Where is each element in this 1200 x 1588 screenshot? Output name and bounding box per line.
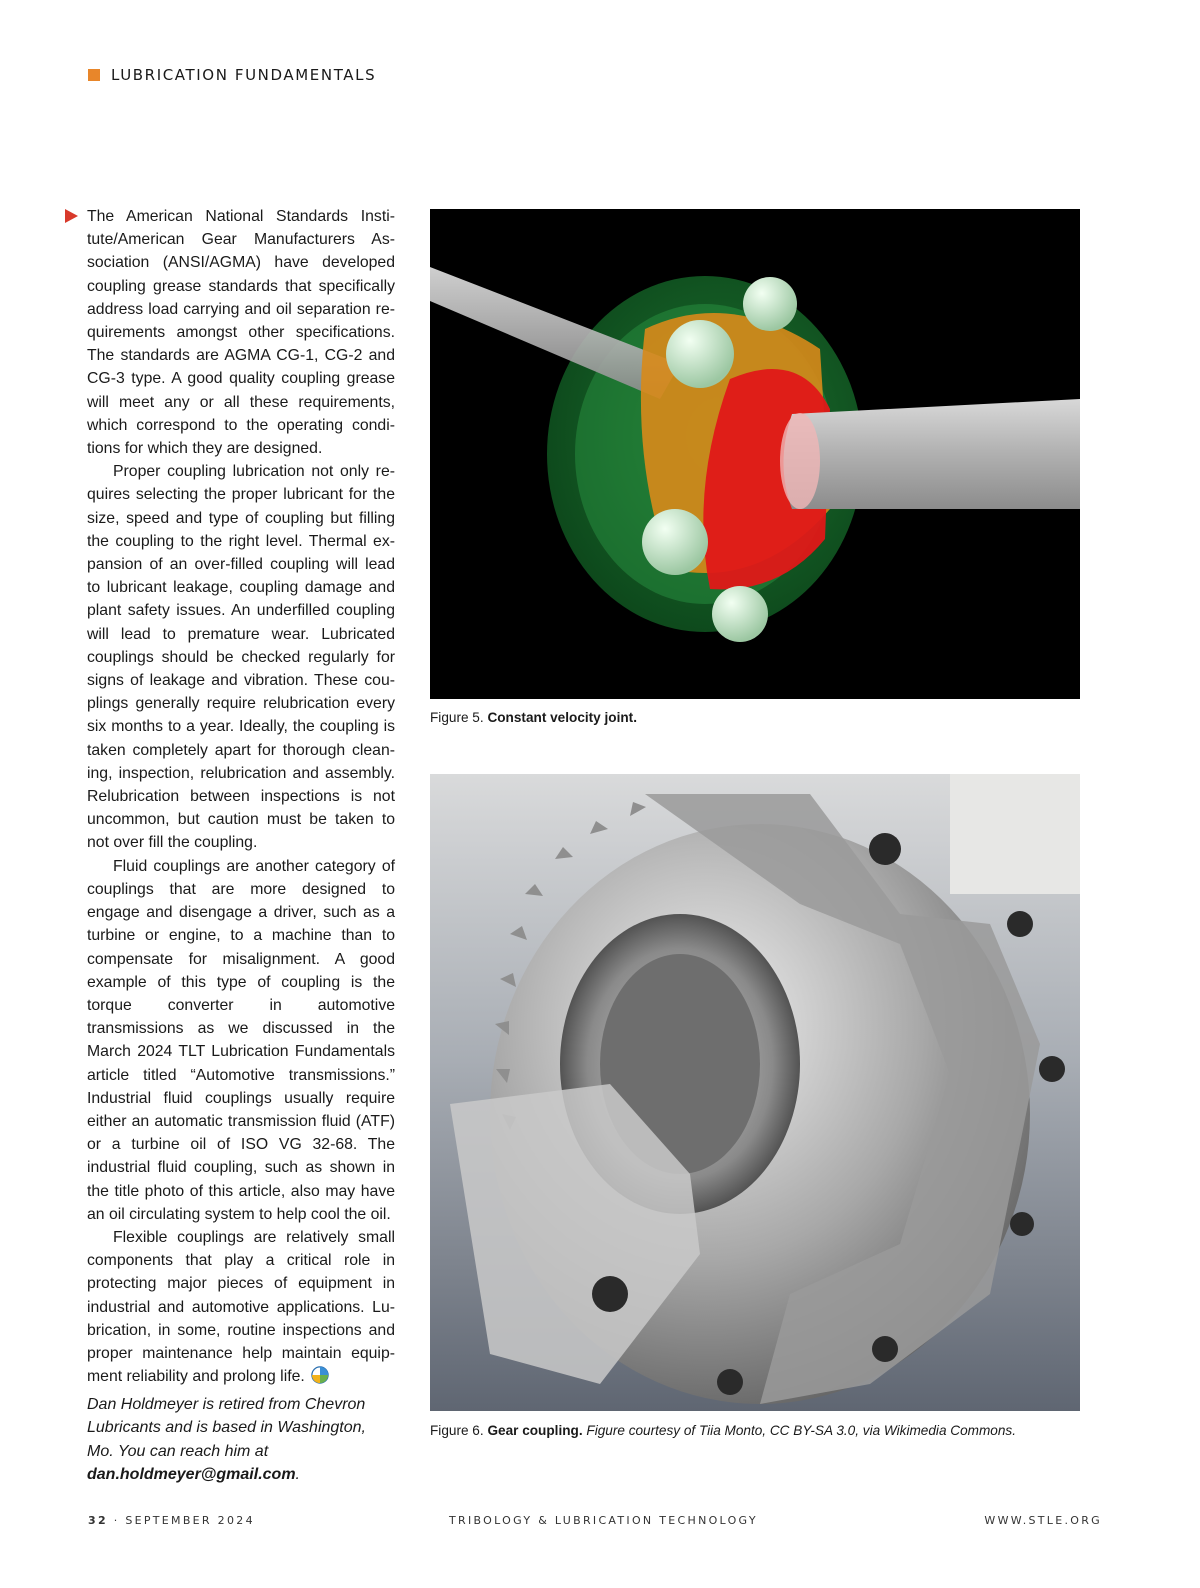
page-number: 32 [88,1514,108,1527]
article-body [87,205,395,1388]
figure-5-caption [430,710,1090,725]
figure-6-credit: Figure courtesy of Tiia Monto, CC BY-SA 3.0, via Wikimedia Commons. [586,1423,1017,1438]
website-link[interactable]: WWW.STLE.ORG [984,1514,1102,1527]
figure-5-image [430,209,1080,699]
paragraph-4-text: Flexible couplings are relatively small components that play a critical role in protecting major pieces of equipment in industrial and automotive applications. Lubrication, in some, routine inspections and proper maintenance help maintain equipment reliability and prolong life. [87,1228,395,1386]
gear-coupling-photo [430,774,1080,1411]
author-bio [87,1393,387,1486]
figure-6-image [430,774,1080,1411]
figure-6-title: Gear coupling. [487,1423,583,1438]
publication-name: TRIBOLOGY & LUBRICATION TECHNOLOGY [449,1514,758,1527]
figure-6-number: Figure 6. [430,1423,484,1438]
page-footer [0,1514,1200,1530]
bio-text: Dan Holdmeyer is retired from Chevron Lubricants and is based in Washington, Mo. You can reach him at [87,1396,366,1460]
cv-joint-illustration [430,209,1080,699]
footer-left [88,1514,255,1527]
figure-5-title: Constant velocity joint. [487,710,637,725]
figure-6-caption [430,1423,1090,1438]
section-square-icon [88,69,100,81]
bio-end: . [295,1465,300,1483]
stle-end-mark-icon [311,1366,329,1384]
author-email-link[interactable]: dan.holdmeyer@gmail.com [87,1465,296,1483]
section-header [88,66,376,84]
section-title: LUBRICATION FUNDAMENTALS [111,66,377,84]
paragraph-1: The American National Standards Institute/American Gear Manufacturers Association (ANSI/AGMA) have developed coupling grease standards that specifically address load carrying and oil separation requirements amongst other specifications. The standards are AGMA CG-1, CG-2 and CG-3 type. A good quality coupling grease will meet any or all these requirements, which correspond to the operating conditions for which they are designed. [87,208,395,458]
paragraph-2: Proper coupling lubrication not only requires selecting the proper lubricant for the size, speed and type of coupling but filling the coupling to the right level. Thermal expansion of an over-filled coupling will lead to lubricant leakage, coupling damage and plant safety issues. An underfilled coupling will lead to premature wear. Lubricated couplings should be checked regularly for signs of leakage and vibration. These couplings generally require relubrication every six months to a year. Ideally, the coupling is taken completely apart for thorough cleaning, inspection, relubrication and assembly. Relubrication between inspections is not uncommon, but caution must be taken to not over fill the coupling. [87,463,395,852]
issue-date: SEPTEMBER 2024 [125,1514,255,1527]
paragraph-3: Fluid couplings are another category of couplings that are more designed to engage and disengage a driver, such as a turbine or engine, to a machine than to compensate for misalignment. A good example of this type of coupling is the torque converter in automotive transmissions as we discussed in the March 2024 TLT Lubrication Fundamentals article titled “Automotive transmissions.” Industrial fluid couplings usually require either an automatic transmission fluid (ATF) or a turbine oil of ISO VG 32-68. The industrial fluid coupling, such as shown in the title photo of this article, also may have an oil circulating system to help cool the oil. [87,857,395,1223]
continued-arrow-icon [65,209,78,223]
paragraph-4 [87,1226,395,1388]
figure-5-number: Figure 5. [430,710,484,725]
footer-separator: · [113,1514,120,1527]
